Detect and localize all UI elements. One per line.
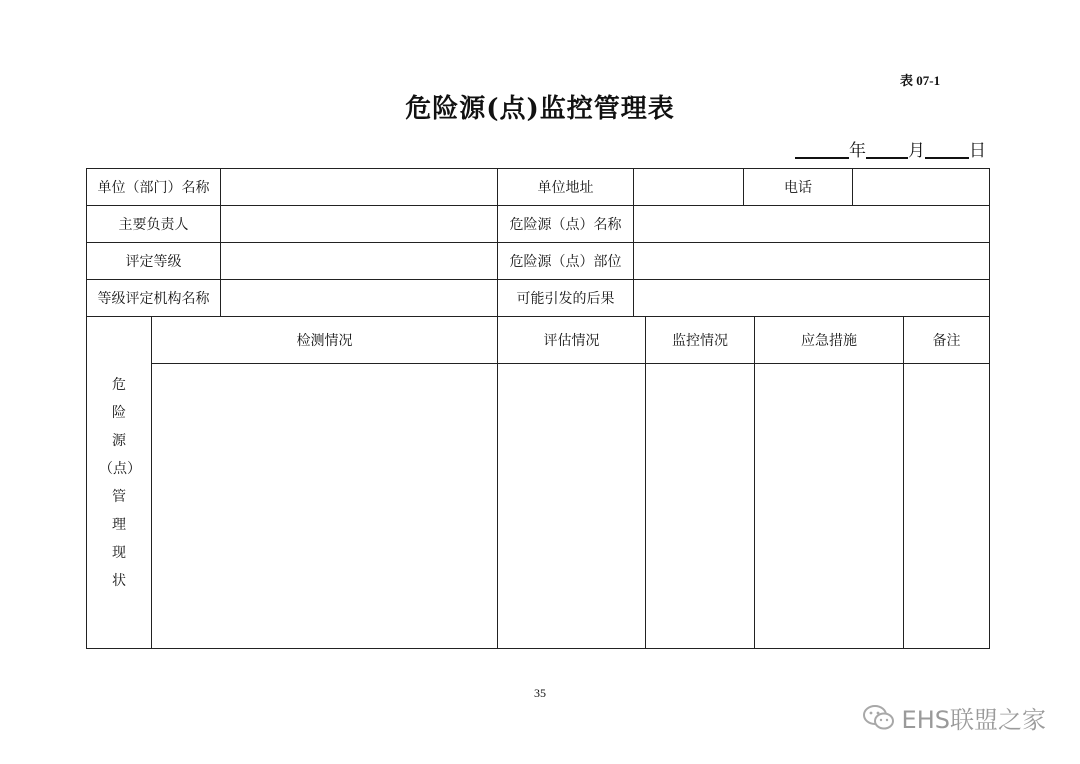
column-header-remarks: 备注: [904, 317, 990, 364]
side-label-char: 源: [112, 432, 126, 449]
unit-name-label: 单位（部门）名称: [87, 169, 221, 206]
side-label-char: 险: [112, 404, 126, 421]
responsible-person-label: 主要负责人: [87, 206, 221, 243]
wechat-icon: [862, 704, 896, 732]
phone-field[interactable]: [853, 169, 990, 206]
side-label-char: 现: [112, 544, 126, 561]
inspection-field[interactable]: [152, 364, 498, 649]
unit-address-label: 单位地址: [498, 169, 634, 206]
responsible-person-field[interactable]: [221, 206, 498, 243]
side-label-char: 理: [112, 516, 126, 533]
side-label-char: （点）: [99, 460, 141, 477]
year-label: 年: [849, 141, 866, 161]
remarks-field[interactable]: [904, 364, 990, 649]
rating-grade-field[interactable]: [221, 243, 498, 280]
hazard-location-field[interactable]: [634, 243, 990, 280]
hazard-monitoring-form: [86, 168, 990, 649]
year-blank[interactable]: [795, 139, 849, 159]
consequences-label: 可能引发的后果: [498, 280, 634, 317]
hazard-name-field[interactable]: [634, 206, 990, 243]
column-header-inspection: 检测情况: [152, 317, 498, 364]
month-label: 月: [908, 141, 925, 161]
column-header-emergency: 应急措施: [755, 317, 904, 364]
side-label-char: 管: [112, 488, 126, 505]
assessment-field[interactable]: [498, 364, 646, 649]
side-label-char: 危: [112, 376, 126, 393]
month-blank[interactable]: [866, 139, 908, 159]
hazard-location-label: 危险源（点）部位: [498, 243, 634, 280]
management-status-label: [87, 317, 152, 649]
emergency-field[interactable]: [755, 364, 904, 649]
phone-label: 电话: [744, 169, 853, 206]
date-line: [795, 136, 986, 161]
hazard-name-label: 危险源（点）名称: [498, 206, 634, 243]
table-number: 表 07-1: [900, 73, 941, 88]
watermark: [862, 700, 1046, 735]
day-blank[interactable]: [925, 139, 969, 159]
side-label-char: 状: [112, 572, 126, 589]
page-title: 危险源(点)监控管理表: [405, 94, 675, 124]
monitoring-field[interactable]: [646, 364, 755, 649]
day-label: 日: [969, 141, 986, 161]
consequences-field[interactable]: [634, 280, 990, 317]
column-header-monitoring: 监控情况: [646, 317, 755, 364]
rating-agency-label: 等级评定机构名称: [87, 280, 221, 317]
watermark-text: EHS联盟之家: [901, 706, 1046, 734]
column-header-assessment: 评估情况: [498, 317, 646, 364]
unit-name-field[interactable]: [221, 169, 498, 206]
rating-agency-field[interactable]: [221, 280, 498, 317]
rating-grade-label: 评定等级: [87, 243, 221, 280]
unit-address-field[interactable]: [634, 169, 744, 206]
page-number: 35: [534, 686, 546, 700]
